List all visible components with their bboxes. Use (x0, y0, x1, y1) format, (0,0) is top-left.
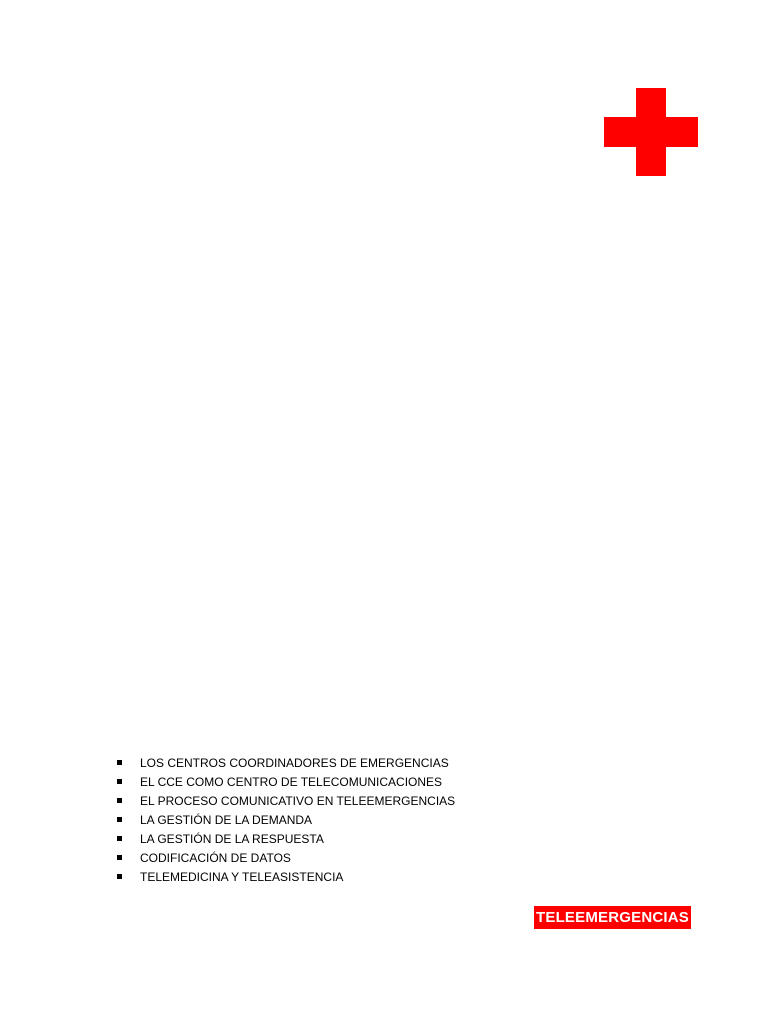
list-item (115, 830, 455, 849)
square-bullet-icon (117, 798, 122, 803)
list-item-text: LA GESTIÓN DE LA DEMANDA (140, 813, 313, 827)
red-cross-horizontal-bar (604, 117, 698, 147)
list-item (115, 868, 455, 887)
list-item-text: CODIFICACIÓN DE DATOS (140, 851, 291, 865)
list-item-text: LOS CENTROS COORDINADORES DE EMERGENCIAS (140, 756, 449, 770)
square-bullet-icon (117, 855, 122, 860)
square-bullet-icon (117, 760, 122, 765)
list-item (115, 754, 455, 773)
list-item-text: LA GESTIÓN DE LA RESPUESTA (140, 832, 324, 846)
square-bullet-icon (117, 836, 122, 841)
square-bullet-icon (117, 874, 122, 879)
document-title: TELEEMERGENCIAS (534, 906, 691, 929)
topics-list (115, 754, 455, 887)
list-item (115, 811, 455, 830)
red-cross-icon (604, 88, 698, 176)
square-bullet-icon (117, 817, 122, 822)
square-bullet-icon (117, 779, 122, 784)
list-item (115, 773, 455, 792)
list-item-text: EL PROCESO COMUNICATIVO EN TELEEMERGENCIAS (140, 794, 456, 808)
list-item-text: EL CCE COMO CENTRO DE TELECOMUNICACIONES (140, 775, 443, 789)
list-item (115, 849, 455, 868)
list-item-text: TELEMEDICINA Y TELEASISTENCIA (140, 870, 344, 884)
list-item (115, 792, 455, 811)
